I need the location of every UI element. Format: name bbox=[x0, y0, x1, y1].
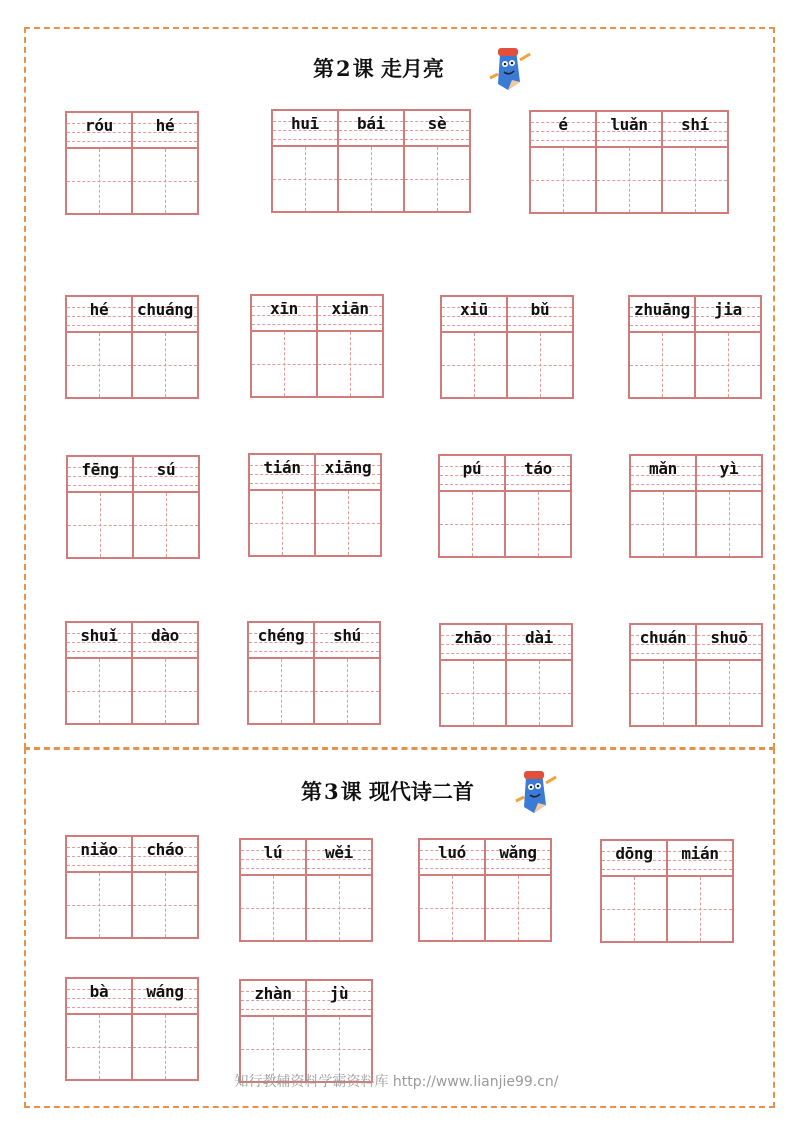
tianzige-box[interactable] bbox=[602, 875, 666, 941]
tianzige-box[interactable] bbox=[133, 147, 197, 213]
writing-card bbox=[439, 623, 573, 727]
pinyin-row bbox=[442, 297, 506, 331]
character-cell bbox=[313, 621, 381, 725]
tianzige-box[interactable] bbox=[250, 489, 314, 555]
character-cell bbox=[131, 977, 199, 1081]
pinyin-label: bǔ bbox=[530, 300, 550, 319]
lesson2-title bbox=[313, 53, 444, 83]
pinyin-row bbox=[630, 297, 694, 331]
character-cell bbox=[316, 294, 384, 398]
writing-card bbox=[239, 838, 373, 942]
tianzige-box[interactable] bbox=[697, 490, 761, 556]
pinyin-row bbox=[668, 841, 732, 875]
pinyin-label: táo bbox=[524, 459, 552, 478]
character-cell bbox=[505, 623, 573, 727]
tianzige-box[interactable] bbox=[630, 331, 694, 397]
pinyin-label: wǎng bbox=[499, 843, 537, 862]
character-cell bbox=[65, 621, 133, 725]
writing-card bbox=[628, 295, 762, 399]
pinyin-label: zhàn bbox=[254, 984, 292, 1003]
pinyin-label: niǎo bbox=[80, 840, 118, 859]
pinyin-row bbox=[307, 981, 371, 1015]
character-cell bbox=[504, 454, 572, 558]
character-cell bbox=[305, 838, 373, 942]
writing-card bbox=[65, 835, 199, 939]
tianzige-box[interactable] bbox=[486, 874, 550, 940]
writing-card bbox=[418, 838, 552, 942]
pinyin-row bbox=[241, 981, 305, 1015]
pinyin-row bbox=[307, 840, 371, 874]
pinyin-row bbox=[663, 112, 727, 146]
pinyin-label: chuáng bbox=[137, 300, 193, 319]
title-text: 课 走月亮 bbox=[352, 56, 444, 81]
tianzige-box[interactable] bbox=[134, 491, 198, 557]
tianzige-box[interactable] bbox=[442, 331, 506, 397]
tianzige-box[interactable] bbox=[133, 331, 197, 397]
pinyin-row bbox=[67, 297, 131, 331]
pinyin-row bbox=[506, 456, 570, 490]
character-cell bbox=[132, 455, 200, 559]
writing-card bbox=[248, 453, 382, 557]
pinyin-label: hé bbox=[89, 300, 109, 319]
tianzige-box[interactable] bbox=[420, 874, 484, 940]
pinyin-label: zhāo bbox=[454, 628, 492, 647]
tianzige-box[interactable] bbox=[67, 331, 131, 397]
title-text: 课 现代诗二首 bbox=[340, 779, 474, 804]
character-cell bbox=[131, 621, 199, 725]
pinyin-row bbox=[67, 979, 131, 1013]
pinyin-row bbox=[67, 113, 131, 147]
character-cell bbox=[65, 835, 133, 939]
pinyin-label: chéng bbox=[257, 626, 305, 645]
pinyin-row bbox=[631, 625, 695, 659]
pinyin-row bbox=[405, 111, 469, 145]
writing-card bbox=[629, 623, 763, 727]
pinyin-label: sè bbox=[427, 114, 447, 133]
pinyin-row bbox=[134, 457, 198, 491]
pinyin-row bbox=[273, 111, 337, 145]
writing-card bbox=[66, 455, 200, 559]
pinyin-label: luǎn bbox=[610, 115, 648, 134]
tianzige-box[interactable] bbox=[315, 657, 379, 723]
writing-card bbox=[440, 295, 574, 399]
tianzige-box[interactable] bbox=[67, 147, 131, 213]
pinyin-label: lú bbox=[263, 843, 283, 862]
character-cell bbox=[131, 111, 199, 215]
tianzige-box[interactable] bbox=[668, 875, 732, 941]
pinyin-label: é bbox=[558, 115, 568, 134]
character-cell bbox=[305, 979, 373, 1083]
pinyin-row bbox=[602, 841, 666, 875]
writing-card bbox=[529, 110, 729, 214]
pinyin-row bbox=[315, 623, 379, 657]
pinyin-row bbox=[631, 456, 695, 490]
pinyin-row bbox=[486, 840, 550, 874]
character-cell bbox=[247, 621, 315, 725]
pinyin-row bbox=[252, 296, 316, 330]
pinyin-label: mián bbox=[681, 844, 719, 863]
tianzige-box[interactable] bbox=[697, 659, 761, 725]
tianzige-box[interactable] bbox=[597, 146, 661, 212]
tianzige-box[interactable] bbox=[133, 657, 197, 723]
writing-card bbox=[629, 454, 763, 558]
pinyin-row bbox=[68, 457, 132, 491]
pinyin-label: cháo bbox=[146, 840, 184, 859]
tianzige-box[interactable] bbox=[531, 146, 595, 212]
pinyin-label: pú bbox=[462, 459, 482, 478]
character-cell bbox=[661, 110, 729, 214]
character-cell bbox=[600, 839, 668, 943]
pinyin-row bbox=[241, 840, 305, 874]
character-cell bbox=[506, 295, 574, 399]
writing-card bbox=[65, 295, 199, 399]
character-cell bbox=[337, 109, 405, 213]
writing-card bbox=[271, 109, 471, 213]
pinyin-label: wěi bbox=[325, 843, 353, 862]
character-cell bbox=[239, 979, 307, 1083]
pinyin-row bbox=[696, 297, 760, 331]
pinyin-row bbox=[440, 456, 504, 490]
character-cell bbox=[131, 835, 199, 939]
character-cell bbox=[314, 453, 382, 557]
tianzige-box[interactable] bbox=[67, 1013, 131, 1079]
character-cell bbox=[65, 111, 133, 215]
tianzige-box[interactable] bbox=[405, 145, 469, 211]
pinyin-label: shú bbox=[333, 626, 361, 645]
tianzige-box[interactable] bbox=[440, 490, 504, 556]
character-cell bbox=[250, 294, 318, 398]
character-cell bbox=[131, 295, 199, 399]
character-cell bbox=[629, 454, 697, 558]
pinyin-row bbox=[249, 623, 313, 657]
character-cell bbox=[65, 295, 133, 399]
title-prefix: 第 bbox=[301, 779, 322, 804]
pinyin-row bbox=[316, 455, 380, 489]
character-cell bbox=[271, 109, 339, 213]
tianzige-box[interactable] bbox=[68, 491, 132, 557]
pinyin-label: zhuāng bbox=[634, 300, 690, 319]
pinyin-label: yì bbox=[719, 459, 739, 478]
pinyin-label: dào bbox=[151, 626, 179, 645]
writing-card bbox=[65, 111, 199, 215]
tianzige-box[interactable] bbox=[133, 1013, 197, 1079]
writing-card bbox=[247, 621, 381, 725]
tianzige-box[interactable] bbox=[441, 659, 505, 725]
pinyin-row bbox=[133, 297, 197, 331]
tianzige-box[interactable] bbox=[663, 146, 727, 212]
pinyin-label: wáng bbox=[146, 982, 184, 1001]
character-cell bbox=[65, 977, 133, 1081]
pinyin-row bbox=[133, 837, 197, 871]
pinyin-label: bái bbox=[357, 114, 385, 133]
pinyin-row bbox=[697, 625, 761, 659]
writing-card bbox=[250, 294, 384, 398]
pinyin-label: bà bbox=[89, 982, 109, 1001]
pinyin-row bbox=[441, 625, 505, 659]
pinyin-label: sú bbox=[156, 460, 176, 479]
tianzige-box[interactable] bbox=[507, 659, 571, 725]
pinyin-row bbox=[318, 296, 382, 330]
character-cell bbox=[403, 109, 471, 213]
character-cell bbox=[666, 839, 734, 943]
character-cell bbox=[595, 110, 663, 214]
character-cell bbox=[248, 453, 316, 557]
pencil-mascot-icon bbox=[486, 44, 534, 92]
pinyin-label: xiān bbox=[331, 299, 369, 318]
character-cell bbox=[628, 295, 696, 399]
tianzige-box[interactable] bbox=[631, 659, 695, 725]
pinyin-row bbox=[133, 979, 197, 1013]
pinyin-label: mǎn bbox=[649, 459, 677, 478]
pinyin-label: huī bbox=[291, 114, 319, 133]
writing-card bbox=[239, 979, 373, 1083]
tianzige-box[interactable] bbox=[506, 490, 570, 556]
pinyin-row bbox=[133, 113, 197, 147]
tianzige-box[interactable] bbox=[241, 874, 305, 940]
tianzige-box[interactable] bbox=[252, 330, 316, 396]
writing-card bbox=[600, 839, 734, 943]
character-cell bbox=[694, 295, 762, 399]
pinyin-label: xiāng bbox=[324, 458, 372, 477]
pinyin-label: fēng bbox=[81, 460, 119, 479]
pinyin-row bbox=[133, 623, 197, 657]
lesson-number: 2 bbox=[336, 56, 351, 81]
tianzige-box[interactable] bbox=[316, 489, 380, 555]
pinyin-row bbox=[67, 837, 131, 871]
pinyin-row bbox=[420, 840, 484, 874]
tianzige-box[interactable] bbox=[273, 145, 337, 211]
pinyin-row bbox=[697, 456, 761, 490]
character-cell bbox=[629, 623, 697, 727]
pinyin-label: luó bbox=[438, 843, 466, 862]
tianzige-box[interactable] bbox=[318, 330, 382, 396]
tianzige-box[interactable] bbox=[249, 657, 313, 723]
pinyin-label: xīn bbox=[270, 299, 298, 318]
tianzige-box[interactable] bbox=[339, 145, 403, 211]
character-cell bbox=[440, 295, 508, 399]
tianzige-box[interactable] bbox=[696, 331, 760, 397]
character-cell bbox=[418, 838, 486, 942]
tianzige-box[interactable] bbox=[307, 874, 371, 940]
pinyin-label: shí bbox=[681, 115, 709, 134]
writing-card bbox=[65, 977, 199, 1081]
tianzige-box[interactable] bbox=[631, 490, 695, 556]
character-cell bbox=[695, 623, 763, 727]
tianzige-box[interactable] bbox=[133, 871, 197, 937]
pinyin-label: dōng bbox=[615, 844, 653, 863]
writing-card bbox=[438, 454, 572, 558]
pinyin-row bbox=[250, 455, 314, 489]
tianzige-box[interactable] bbox=[508, 331, 572, 397]
pinyin-row bbox=[339, 111, 403, 145]
pinyin-label: jia bbox=[714, 300, 742, 319]
pinyin-label: tián bbox=[263, 458, 301, 477]
character-cell bbox=[438, 454, 506, 558]
pinyin-row bbox=[531, 112, 595, 146]
pinyin-row bbox=[507, 625, 571, 659]
pencil-mascot-icon bbox=[512, 767, 560, 815]
title-prefix: 第 bbox=[313, 56, 334, 81]
tianzige-box[interactable] bbox=[67, 657, 131, 723]
footer-watermark: 知行教辅资料学霸资料库 http://www.lianjie99.cn/ bbox=[234, 1074, 559, 1090]
character-cell bbox=[239, 838, 307, 942]
pinyin-label: dài bbox=[525, 628, 553, 647]
pinyin-label: chuán bbox=[639, 628, 687, 647]
lesson-number: 3 bbox=[324, 779, 339, 804]
pinyin-label: hé bbox=[155, 116, 175, 135]
lesson3-title bbox=[301, 776, 474, 806]
pinyin-row bbox=[597, 112, 661, 146]
character-cell bbox=[66, 455, 134, 559]
character-cell bbox=[439, 623, 507, 727]
character-cell bbox=[484, 838, 552, 942]
pinyin-label: shuǐ bbox=[80, 626, 118, 645]
pinyin-label: jù bbox=[329, 984, 349, 1003]
pinyin-label: shuō bbox=[710, 628, 748, 647]
character-cell bbox=[695, 454, 763, 558]
pinyin-row bbox=[508, 297, 572, 331]
writing-card bbox=[65, 621, 199, 725]
pinyin-label: róu bbox=[85, 116, 113, 135]
character-cell bbox=[529, 110, 597, 214]
pinyin-row bbox=[67, 623, 131, 657]
pinyin-label: xiū bbox=[460, 300, 488, 319]
tianzige-box[interactable] bbox=[67, 871, 131, 937]
